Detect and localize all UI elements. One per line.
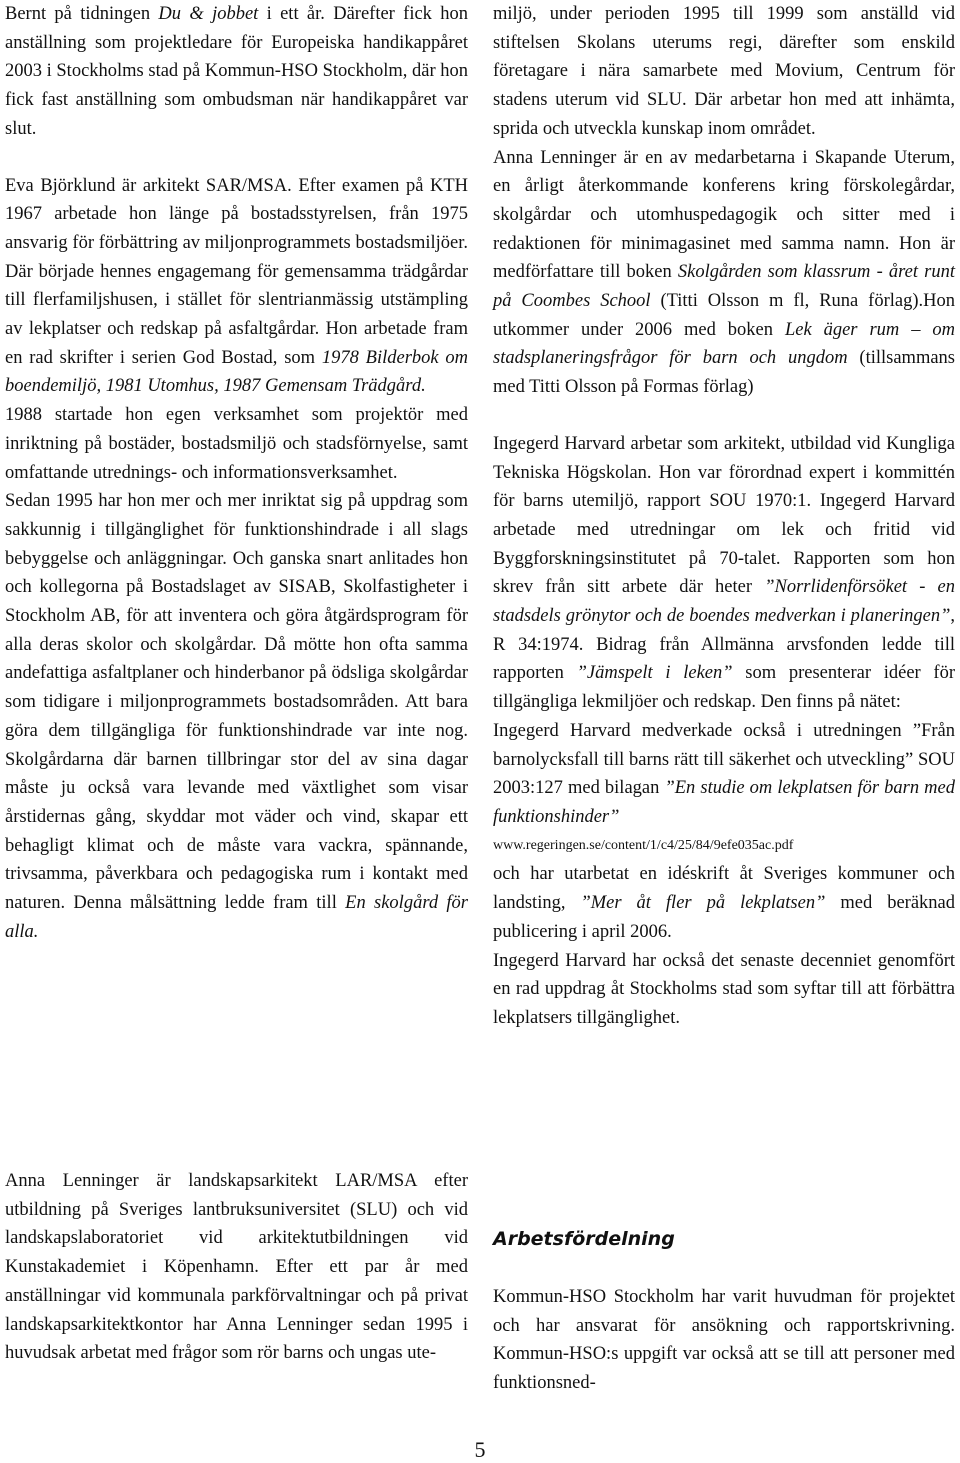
anna-cont-mid: (Titti Olsson m fl, Runa förlag).Hon utkommer under 2006 med boken xyxy=(493,291,955,340)
ingegerd3-post: med beräknad publicering i april 2006. xyxy=(493,893,955,942)
eva-book-title: En skolgård för alla. xyxy=(5,893,468,942)
appendix-title: ”En studie om lekplatsen för barn med funktionshinder” xyxy=(493,778,955,827)
ingegerd-paragraph-3 xyxy=(493,860,955,946)
anna-continued: miljö, under perioden 1995 till 1999 som anställd vid stiftelsen Skolans uterums regi, därefter som enskild företagare i nära samarbete med Movium, Centrum för stadens uterum vid SLU. Där arbetar hon med att inhämta, sprida och utveckla kunskap inom området. xyxy=(493,4,955,139)
eva-paragraph-2 xyxy=(5,401,468,487)
ingegerd-mid: , R 34:1974. Bidrag från Allmänna arvsfonden ledde till rapporten xyxy=(493,606,955,684)
ingegerd3-text: och har utarbetat en idéskrift åt Sveriges kommuner och landsting, xyxy=(493,864,955,914)
eva-text-2: 1988 startade hon egen verksamhet som projektör med inriktning på bostäder, bostadsmiljö och stadsförnyelse, samt omfattande utrednings- och informationsverksamhet. xyxy=(5,405,468,483)
ideaskrift-title: ”Mer åt fler på lekplatsen” xyxy=(580,893,826,914)
eva-publications: 1978 Bilderbok om boendemiljö, 1981 Utomhus, 1987 Gemensam Trädgård. xyxy=(5,347,468,397)
arbetsfordelning-paragraph: Kommun-HSO Stockholm har varit huvudman för projektet och har ansvarat för ansökning och rapportskrivning. Kommun-HSO:s uppgift var också att se till att personer med funktionsned- xyxy=(493,1287,955,1394)
intro-emphasis: Du & jobbet xyxy=(158,4,259,24)
arbetsfordelning-section xyxy=(493,1225,955,1398)
book-title-lek: Lek äger rum – om stadsplaneringsfrågor för barn och ungdom xyxy=(493,319,955,369)
eva-text: Eva Björklund är arkitekt SAR/MSA. Efter examen på KTH 1967 arbetade hon länge på bostadsstyrelsen, från 1975 ansvarig för förbättring av miljonprogrammets bostadsmiljöer. Där började hennes engagemang för gemensamma trädgårdar till flerfamiljshusen, i stället för slentrianmässig utstämpling av lekplatser och redskap på asfaltgårdar. Hon arbetade fram en rad skrifter i serien God Bostad, som xyxy=(5,175,468,368)
report-url: www.regeringen.se/content/1/c4/25/84/9efe035ac.pdf xyxy=(493,837,794,853)
left-column xyxy=(5,0,468,947)
right-column xyxy=(493,0,955,1033)
ingegerd-paragraph xyxy=(493,430,955,717)
intro-paragraph xyxy=(5,0,468,144)
intro-text: Bernt på tidningen xyxy=(5,4,159,24)
ingegerd-paragraph-2 xyxy=(493,717,955,832)
page-number: 5 xyxy=(474,1437,486,1462)
anna-cont-text: Anna Lenninger är en av medarbetarna i Skapande Uterum, en årligt återkommande konferens kring förskolegårdar, skolgårdar och utomhuspedagogik och sitter med i redaktionen för minimagasinet med samma namn. Hon är medförfattare till boken xyxy=(493,147,955,283)
eva-text-3: Sedan 1995 har hon mer och mer inriktat sig på uppdrag som sakkunnig i tillgänglighet för funktionshindrade i all slags bebyggelse och anläggningar. Och ganska snart anlitades hon och kollegorna på Bostadslaget av SISAB, Skolfastigheter i Stockholm AB, för att inventera och göra åtgärdsprogram för alla deras skolor och skolgårdar. Då mötte hon ofta samma andefattiga asfaltplaner och hinderbanor på ödsliga skolgårdar som tidigare i miljonprogrammets bostadsområden. Att bara göra dem tillgängliga för funktionshindrade var inte nog. Skolgårdarna där barnen tillbringar stor del av sina dagar måste ju också vara levande med växtlighet som visar årstidernas gång, skyddar mot väder och vind, skapar ett behagligt klimat och de måste vara vackra, spännande, trivsamma, påverkbara och pedagogiska rum i kontakt med naturen. Denna målsättning ledde fram till xyxy=(5,491,468,914)
report-norrliden: ”Norrlidenförsöket - en stadsdels grönytor och de boendes medverkan i planeringen” xyxy=(493,577,955,627)
ingegerd2-text: Ingegerd Harvard medverkade också i utredningen ”Från barnolycksfall till barns rätt till säkerhet och utveckling” SOU 2003:127 med bilagan xyxy=(493,720,955,799)
ingegerd-post: som presenterar idéer för tillgängliga lekmiljöer och redskap. Den finns på nätet: xyxy=(493,663,955,713)
book-title-coombes: Skolgården som klassrum - året runt på Coombes School xyxy=(493,262,955,312)
eva-paragraph-3 xyxy=(5,487,468,946)
ingegerd-text: Ingegerd Harvard arbetar som arkitekt, utbildad vid Kungliga Tekniska Högskolan. Hon var förordnad expert i kommittén för barns utemiljö, rapport SOU 1970:1. Ingegerd Harvard arbetade med utredningar om lek och fritid vid Byggforskningsinstitutet på 70-talet. Rapporten som hon skrev från sitt arbete där heter xyxy=(493,433,955,598)
anna-paragraph: Anna Lenninger är landskapsarkitekt LAR/MSA efter utbildning på Sveriges lantbruksuniversitet (SLU) och vid landskapslaboratoriet vid arkitektutbildningen vid Kunstakademiet i Köpenhamn. Efter ett par år med anställningar vid kommunala parkförvaltningar och på privat landskapsarkitektkontor har Anna Lenninger sedan 1995 i huvudsak arbetat med frågor som rör barns och ungas ute- xyxy=(5,1171,468,1364)
ingegerd-paragraph-4: Ingegerd Harvard har också det senaste decenniet genomfört en rad uppdrag åt Stockholms stad som syftar till att förbättra lekplatsers tillgänglighet. xyxy=(493,950,955,1028)
eva-paragraph xyxy=(5,172,468,402)
anna-section xyxy=(5,1167,468,1368)
report-jamspelt: ”Jämspelt i leken” xyxy=(576,663,733,684)
anna-continued-2 xyxy=(493,144,955,402)
intro-text-cont: i ett år. Därefter fick hon anställning som projektledare för Europeiska handikappåret 2003 i Stockholms stad på Kommun-HSO Stockholm, där hon fick fast anställning som ombudsman när handikappåret var slut. xyxy=(5,4,468,139)
section-heading: Arbetsfördelning xyxy=(493,1228,675,1250)
anna-cont-post: (tillsammans med Titti Olsson på Formas förlag) xyxy=(493,348,955,398)
